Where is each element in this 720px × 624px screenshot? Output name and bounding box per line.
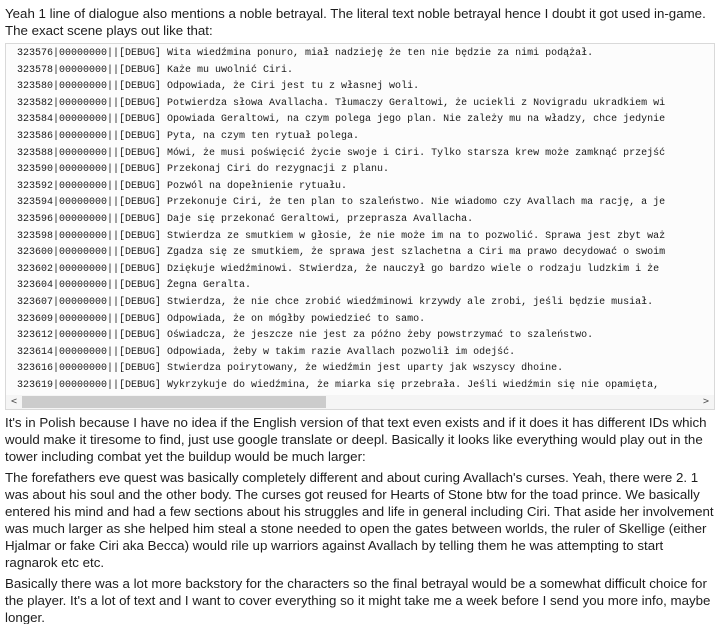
log-line: 323586|00000000||[DEBUG] Pyta, na czym ten rytuał polega. [17,130,360,142]
log-line: 323590|00000000||[DEBUG] Przekonaj Ciri do rezygnacji z planu. [17,164,390,176]
log-line: 323600|00000000||[DEBUG] Zgadza się ze smutkiem, że sprawa jest szlachetna a Ciri ma prawo decydować o swoim [17,247,666,259]
horizontal-scrollbar[interactable] [6,395,714,409]
scroll-right-arrow[interactable]: > [702,396,710,407]
log-line: 323596|00000000||[DEBUG] Daje się przekonać Geraltowi, przeprasza Avallacha. [17,213,474,225]
log-line: 323594|00000000||[DEBUG] Przekonuje Ciri, że ten plan to szaleństwo. Nie wiadomo czy Avallach ma rację, a je [17,197,666,209]
log-line: 323580|00000000||[DEBUG] Odpowiada, że Ciri jest tu z własnej woli. [17,81,420,93]
log-line: 323612|00000000||[DEBUG] Oświadcza, że jeszcze nie jest za późno żeby powstrzymać to szaleństwo. [17,330,594,342]
scrollbar-track[interactable] [22,395,698,409]
log-lines [6,44,714,395]
log-line: 323592|00000000||[DEBUG] Pozwól na dopełnienie rytuału. [17,180,348,192]
log-line: 323584|00000000||[DEBUG] Opowiada Geraltowi, na czym polega jego plan. Nie zależy mu na władzy, chce jedynie [17,114,666,126]
scroll-left-arrow[interactable]: < [10,396,18,407]
log-line: 323602|00000000||[DEBUG] Dziękuje wiedźminowi. Stwierdza, że nauczył go bardzo wiele o rodzaju ludzkim i że [17,263,660,275]
log-line: 323582|00000000||[DEBUG] Potwierdza słowa Avallacha. Tłumaczy Geraltowi, że uciekli z Novigradu ukradkiem wi [17,97,666,109]
scrollbar-thumb[interactable] [22,396,326,408]
log-line: 323616|00000000||[DEBUG] Stwierdza poirytowany, że wiedźmin jest uparty jak wszyscy dhoine. [17,363,564,375]
debug-log-block [5,43,715,410]
log-line: 323614|00000000||[DEBUG] Odpowiada, żeby w takim razie Avallach pozwolił im odejść. [17,346,516,358]
log-line: 323607|00000000||[DEBUG] Stwierdza, że nie chce zrobić wiedźminowi krzywdy ale zrobi, jeśli będzie musiał. [17,296,654,308]
polish-note-paragraph: It's in Polish because I have no idea if the English version of that text even exists and if it does it has different IDs which would make it tiresome to find, just use google translate or deepl. Basically it looks like everything would play out in the tower including combat yet the buildup would be much larger: [5,415,707,464]
log-line: 323578|00000000||[DEBUG] Każe mu uwolnić Ciri. [17,64,294,76]
log-line: 323598|00000000||[DEBUG] Stwierdza ze smutkiem w głosie, że nie może im na to pozwolić. Sprawa jest zbyt waż [17,230,666,242]
forefathers-paragraph: The forefathers eve quest was basically completely different and about curing Avallach's curses. Yeah, there were 2. 1 was about his soul and the other body. The curses got reused for Hearts of Stone btw for the toad prince. We basically entered his mind and had a few sections about his struggles and life in general including Ciri. That aside her involvement was much larger as she helped him steal a stone needed to open the gates between worlds, the ruler of Skellige (either Hjalmar or fake Ciri aka Becca) would rile up warriors against Avallach by telling them he was attempting to start ragnarok etc etc. [5,470,714,570]
log-line: 323604|00000000||[DEBUG] Żegna Geralta. [17,280,252,292]
log-line: 323576|00000000||[DEBUG] Wita wiedźmina ponuro, miał nadzieję że ten nie będzie za nimi podążał. [17,48,594,59]
backstory-paragraph: Basically there was a lot more backstory for the characters so the final betrayal would be a somewhat difficult choice for the player. It's a lot of text and I want to cover everything so it might take me a week before I send you more info, maybe longer. [5,576,711,624]
intro-paragraph: Yeah 1 line of dialogue also mentions a noble betrayal. The literal text noble betrayal hence I doubt it got used in-game. The exact scene plays out like that: [5,6,706,38]
log-line: 323619|00000000||[DEBUG] Wykrzykuje do wiedźmina, że miarka się przebrała. Jeśli wiedźmin się nie opamięta, [17,379,660,391]
log-line: 323609|00000000||[DEBUG] Odpowiada, że on mógłby powiedzieć to samo. [17,313,426,325]
log-line: 323588|00000000||[DEBUG] Mówi, że musi poświęcić życie swoje i Ciri. Tylko starsza krew może zamknąć przejść [17,147,666,159]
